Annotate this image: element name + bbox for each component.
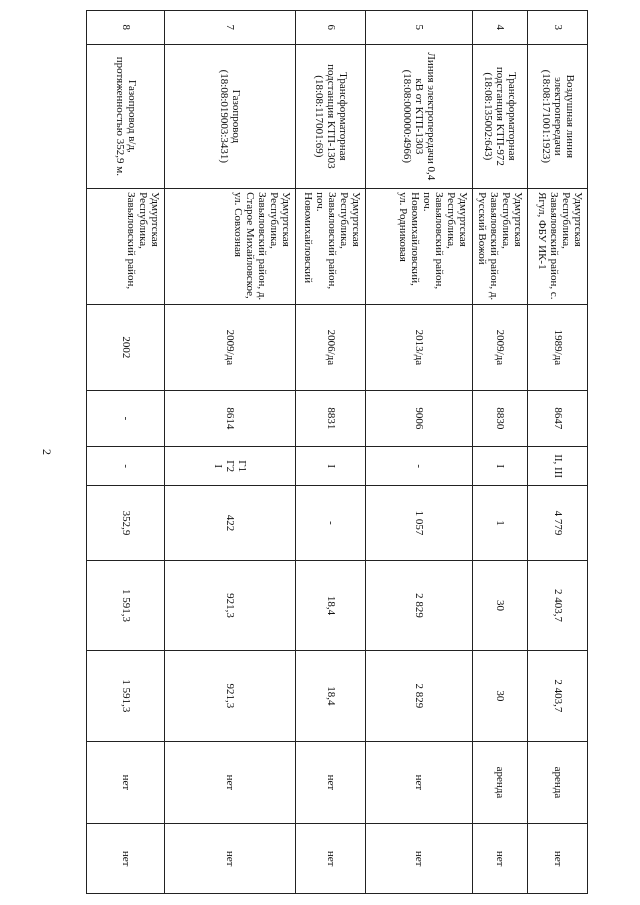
- category-cell: [473, 447, 528, 486]
- property-registry-table: [86, 10, 588, 894]
- category-cell: [87, 447, 165, 486]
- encumbrance-cell: аренда: [473, 741, 528, 824]
- length-cell: 1: [473, 486, 528, 561]
- code-cell: 8647: [528, 390, 588, 447]
- length-cell: 422: [165, 486, 296, 561]
- address-cell: Удмуртская Республика, Завьяловский район, поч. Новомихайловский, ул. Родниковая: [366, 189, 473, 305]
- encumbrance-cell: нет: [366, 741, 473, 824]
- residual-value-cell: 1 591,3: [87, 651, 165, 741]
- category-line: II, III: [551, 454, 564, 479]
- book-value-cell: 1 591,3: [87, 560, 165, 650]
- row-number-cell: 8: [87, 11, 165, 45]
- table-row: [165, 11, 296, 894]
- residual-value-cell: 2 403,7: [528, 651, 588, 741]
- residual-value-cell: 30: [473, 651, 528, 741]
- flag-cell: нет: [165, 824, 296, 894]
- encumbrance-cell: нет: [165, 741, 296, 824]
- book-value-cell: 18,4: [296, 560, 366, 650]
- year-cell: 2009/да: [473, 305, 528, 390]
- year-cell: 2006/да: [296, 305, 366, 390]
- encumbrance-cell: нет: [296, 741, 366, 824]
- code-cell: 8614: [165, 390, 296, 447]
- table-row: [473, 11, 528, 894]
- encumbrance-cell: нет: [87, 741, 165, 824]
- address-cell: Удмуртская Республика, Завьяловский район, д. Русский Вожой: [473, 189, 528, 305]
- encumbrance-cell: аренда: [528, 741, 588, 824]
- category-line: I: [494, 464, 507, 468]
- year-cell: 2009/да: [165, 305, 296, 390]
- flag-cell: нет: [528, 824, 588, 894]
- length-cell: 352,9: [87, 486, 165, 561]
- row-number-cell: 6: [296, 11, 366, 45]
- table-row: [366, 11, 473, 894]
- table-row: [87, 11, 165, 894]
- length-cell: 1 057: [366, 486, 473, 561]
- category-line: -: [413, 464, 426, 468]
- object-name-cell: Газопровод (18:08:019003:3431): [165, 44, 296, 189]
- object-name-cell: Воздушная линия электропередачи (18:08:171001:1923): [528, 44, 588, 189]
- address-cell: Удмуртская Республика, Завьяловский район, с. Ягул, ФБУ ИК-1: [528, 189, 588, 305]
- category-cell: [366, 447, 473, 486]
- year-cell: 2002: [87, 305, 165, 390]
- category-cell: [528, 447, 588, 486]
- address-cell: Удмуртская Республика, Завьяловский район, д. Старое Михайловское, ул. Совхозная: [165, 189, 296, 305]
- flag-cell: нет: [366, 824, 473, 894]
- row-number-cell: 5: [366, 11, 473, 45]
- code-cell: -: [87, 390, 165, 447]
- row-number-cell: 3: [528, 11, 588, 45]
- length-cell: 4 779: [528, 486, 588, 561]
- code-cell: 8830: [473, 390, 528, 447]
- category-line: Г1: [236, 460, 249, 473]
- category-cell: [296, 447, 366, 486]
- flag-cell: нет: [473, 824, 528, 894]
- length-cell: -: [296, 486, 366, 561]
- residual-value-cell: 2 829: [366, 651, 473, 741]
- code-cell: 8831: [296, 390, 366, 447]
- residual-value-cell: 18,4: [296, 651, 366, 741]
- category-line: I: [324, 464, 337, 468]
- book-value-cell: 2 403,7: [528, 560, 588, 650]
- row-number-cell: 4: [473, 11, 528, 45]
- table-row: [528, 11, 588, 894]
- object-name-cell: Газопровод в/д, протяженностью 352,9 м.: [87, 44, 165, 189]
- code-cell: 9006: [366, 390, 473, 447]
- address-cell: Удмуртская Республика, Завьяловский район,: [87, 189, 165, 305]
- object-name-cell: Трансформаторная подстанция КТП-972 (18:08:135002:643): [473, 44, 528, 189]
- table-row: [296, 11, 366, 894]
- category-line: I: [212, 464, 225, 468]
- row-number-cell: 7: [165, 11, 296, 45]
- book-value-cell: 30: [473, 560, 528, 650]
- year-cell: 1989/да: [528, 305, 588, 390]
- category-cell: [165, 447, 296, 486]
- flag-cell: нет: [296, 824, 366, 894]
- flag-cell: нет: [87, 824, 165, 894]
- address-cell: Удмуртская Республика, Завьяловский район, поч. Новомихайловский: [296, 189, 366, 305]
- residual-value-cell: 921,3: [165, 651, 296, 741]
- table-container: [86, 10, 588, 894]
- year-cell: 2013/да: [366, 305, 473, 390]
- book-value-cell: 921,3: [165, 560, 296, 650]
- object-name-cell: Линия электропередачи 0,4 кВ от КТП-1303 (18:08:000000:4966): [366, 44, 473, 189]
- category-line: Г2: [224, 460, 237, 473]
- category-line: -: [119, 464, 132, 468]
- object-name-cell: Трансформаторная подстанция КТП-1303 (18:08:117001:69): [296, 44, 366, 189]
- page-number: 2: [40, 449, 54, 455]
- book-value-cell: 2 829: [366, 560, 473, 650]
